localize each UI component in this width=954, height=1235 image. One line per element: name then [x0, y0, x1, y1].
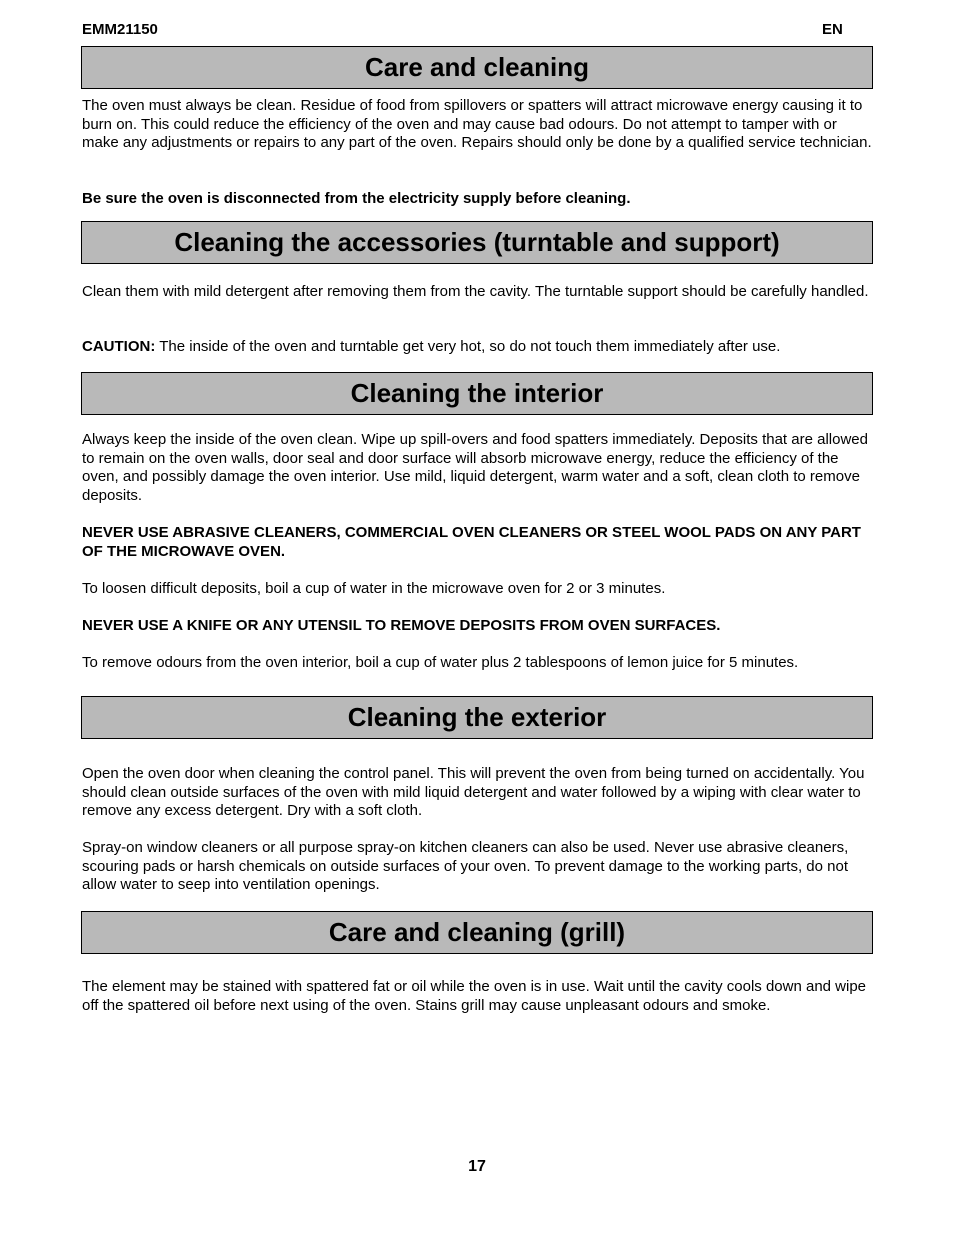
interior-paragraph: Always keep the inside of the oven clean. Wipe up spill-overs and food spatters immediately. Deposits that are allowed to remain on the oven walls, door seal and door surface will absorb microwave energy, reduce the efficiency of the oven, and possibly damage the oven interior. Use mild, liquid detergent, warm water and a soft, clean cloth to remove deposits. — [82, 431, 868, 504]
interior-loosen-paragraph: To loosen difficult deposits, boil a cup of water in the microwave oven for 2 or 3 minutes. — [82, 580, 666, 597]
page-number: 17 — [468, 1158, 486, 1175]
interior-odours-paragraph: To remove odours from the oven interior, boil a cup of water plus 2 tablespoons of lemon juice for 5 minutes. — [82, 654, 799, 671]
section-heading-exterior: Cleaning the exterior — [81, 696, 873, 739]
interior-warning-abrasive: NEVER USE ABRASIVE CLEANERS, COMMERCIAL OVEN CLEANERS OR STEEL WOOL PADS ON ANY PART OF THE MICROWAVE OVEN. — [82, 524, 861, 560]
section-heading-grill: Care and cleaning (grill) — [81, 911, 873, 954]
care-intro-paragraph: The oven must always be clean. Residue of food from spillovers or spatters will attract microwave energy causing it to burn on. This could reduce the efficiency of the oven and may cause bad odours. Do not attempt to tamper with or make any adjustments or repairs to any part of the oven. Repairs should only be done by a qualified service technician. — [82, 97, 872, 151]
model-number: EMM21150 — [82, 21, 158, 38]
section-heading-care: Care and cleaning — [81, 46, 873, 89]
language-code: EN — [822, 21, 843, 38]
exterior-paragraph-1: Open the oven door when cleaning the control panel. This will prevent the oven from being turned on accidentally. You should clean outside surfaces of the oven with mild liquid detergent and water followed by a wiping with clear water to remove any excess detergent. Dry with a soft cloth. — [82, 765, 865, 819]
caution-label: CAUTION: — [82, 338, 156, 355]
accessories-paragraph: Clean them with mild detergent after removing them from the cavity. The turntable support should be carefully handled. — [82, 283, 869, 300]
care-warning-paragraph: Be sure the oven is disconnected from the electricity supply before cleaning. — [82, 190, 631, 207]
caution-text: The inside of the oven and turntable get very hot, so do not touch them immediately after use. — [155, 338, 781, 355]
grill-paragraph: The element may be stained with spattered fat or oil while the oven is in use. Wait until the cavity cools down and wipe off the spattered oil before next using of the oven. Stains grill may cause unpleasant odours and smoke. — [82, 978, 867, 1014]
exterior-paragraph-2: Spray-on window cleaners or all purpose spray-on kitchen cleaners can also be used. Never use abrasive cleaners, scouring pads or harsh chemicals on outside surfaces of your oven. To prevent damage to the working parts, do not allow water to seep into ventilation openings. — [82, 839, 849, 893]
section-heading-interior: Cleaning the interior — [81, 372, 873, 415]
interior-warning-knife: NEVER USE A KNIFE OR ANY UTENSIL TO REMOVE DEPOSITS FROM OVEN SURFACES. — [82, 617, 721, 634]
caution-paragraph — [82, 338, 872, 357]
section-heading-accessories: Cleaning the accessories (turntable and support) — [81, 221, 873, 264]
